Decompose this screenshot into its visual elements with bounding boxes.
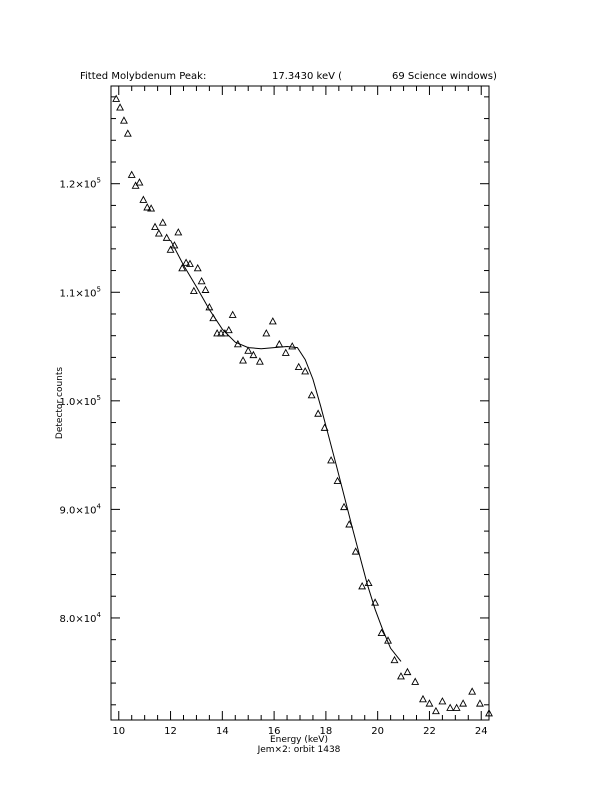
data-point (469, 688, 475, 694)
data-point (156, 230, 162, 236)
x-axis (112, 86, 487, 737)
x-tick-label: 24 (474, 726, 488, 737)
data-point (359, 583, 365, 589)
data-point (447, 705, 453, 711)
y-tick-label: $8.0\times 10^4$ (59, 610, 101, 625)
data-point (283, 350, 289, 356)
y-tick-label: $1.1\times 10^5$ (59, 285, 101, 300)
data-point (420, 696, 426, 702)
data-point (453, 705, 459, 711)
y-tick-label: $9.0\times 10^4$ (59, 502, 101, 517)
data-point (308, 392, 314, 398)
plot-frame (111, 86, 489, 720)
data-point (296, 364, 302, 370)
data-point (175, 229, 181, 235)
data-point (426, 700, 432, 706)
data-point (412, 679, 418, 685)
fit-line (171, 240, 402, 661)
x-tick-label: 22 (423, 726, 436, 737)
x-tick-label: 16 (267, 726, 281, 737)
data-point (391, 657, 397, 663)
data-point (477, 700, 483, 706)
data-point (202, 287, 208, 293)
x-tick-label: 20 (371, 726, 385, 737)
data-point (302, 368, 308, 374)
data-point (315, 410, 321, 416)
data-point (263, 330, 269, 336)
data-point (257, 358, 263, 364)
data-points (113, 96, 492, 716)
chart-title-energy: 17.3430 keV ( (272, 71, 343, 82)
y-axis-label: Detector counts (55, 366, 65, 440)
data-point (240, 357, 246, 363)
data-point (198, 278, 204, 284)
data-point (121, 117, 127, 123)
data-point (460, 700, 466, 706)
x-tick-label: 10 (112, 726, 126, 737)
data-point (152, 224, 158, 230)
footer-label: Jem×2: orbit 1438 (257, 745, 341, 755)
data-point (276, 341, 282, 347)
data-point (140, 196, 146, 202)
data-point (229, 312, 235, 318)
y-axis (60, 97, 489, 705)
data-point (289, 343, 295, 349)
data-point (187, 261, 193, 267)
data-point (270, 318, 276, 324)
data-point (328, 457, 334, 463)
data-point (125, 130, 131, 136)
data-point (226, 327, 232, 333)
x-tick-label: 14 (215, 726, 229, 737)
y-tick-label: $1.0\times 10^5$ (59, 393, 101, 408)
data-point (398, 673, 404, 679)
data-point (167, 246, 173, 252)
data-point (210, 315, 216, 321)
data-point (117, 104, 123, 110)
data-point (136, 179, 142, 185)
x-axis-label: Energy (keV) (270, 735, 328, 745)
data-point (129, 172, 135, 178)
chart-title-windows: 69 Science windows) (392, 71, 497, 82)
data-point (404, 669, 410, 675)
chart-title-prefix: Fitted Molybdenum Peak: (80, 71, 207, 82)
data-point (433, 708, 439, 714)
data-point (195, 265, 201, 271)
data-point (160, 219, 166, 225)
data-point (191, 288, 197, 294)
data-point (163, 234, 169, 240)
data-point (439, 698, 445, 704)
data-point (148, 205, 154, 211)
x-tick-label: 12 (164, 726, 177, 737)
y-tick-label: $1.2\times 10^5$ (59, 176, 101, 191)
x-tick-label: 18 (319, 726, 333, 737)
